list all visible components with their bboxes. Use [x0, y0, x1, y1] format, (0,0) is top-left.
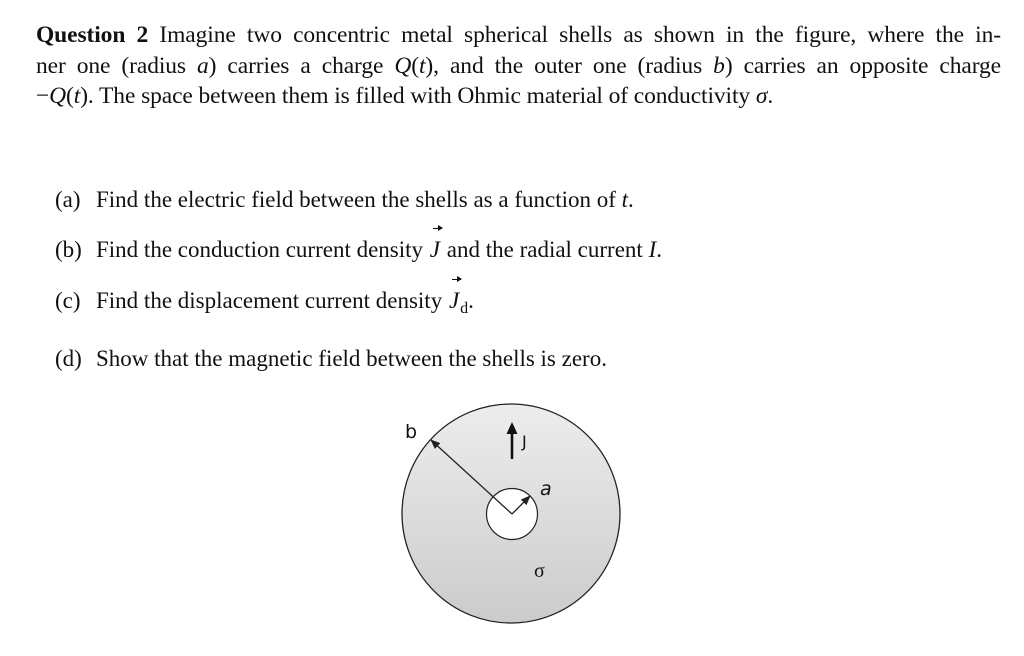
label-sigma: σ	[534, 560, 545, 582]
math-symbol: I	[648, 237, 657, 263]
math-symbol: Q	[394, 52, 412, 79]
text-run: (	[411, 52, 419, 79]
part-text	[96, 175, 634, 225]
shells-diagram	[390, 400, 630, 651]
text-run: .	[468, 287, 474, 313]
text-run: ). The space between them is filled with Ohmic material of conductivity	[80, 83, 756, 109]
part-label: (c)	[55, 287, 81, 313]
text-run: −	[36, 83, 50, 109]
question-title: Question 2	[36, 22, 149, 48]
label-a: a	[540, 478, 552, 500]
math-symbol: b	[713, 52, 725, 79]
text-run: Imagine two concentric metal spherical shells as shown in the figure, where the in-	[159, 22, 1001, 48]
part-label: (b)	[55, 237, 82, 263]
text-run: ), and the outer one (radius	[425, 52, 714, 79]
part-a	[55, 175, 662, 225]
math-symbol: t	[621, 187, 629, 212]
text-run: Find the electric field between the shells as a function of	[96, 187, 622, 212]
intro-line-1-content	[159, 22, 1001, 48]
vector-symbol: J	[448, 276, 460, 326]
question-intro	[36, 20, 1001, 112]
part-b	[55, 225, 662, 275]
part-text	[96, 334, 607, 384]
text-run: Show that the magnetic field between the shells is zero.	[96, 345, 607, 371]
text-run: ) carries a charge	[208, 52, 395, 79]
label-j: J	[522, 432, 527, 451]
text-run: Find the displacement current density	[96, 287, 448, 313]
text-run: ) carries an opposite charge	[724, 52, 1002, 79]
math-symbol: Q	[49, 83, 67, 109]
part-label: (d)	[55, 345, 82, 371]
text-run: .	[767, 83, 774, 109]
label-b: b	[405, 421, 418, 443]
concentric-shells-figure	[390, 400, 630, 651]
math-symbol: t	[73, 83, 81, 109]
part-label: (a)	[55, 187, 81, 212]
question-parts-list	[55, 175, 662, 384]
text-run: .	[656, 237, 662, 263]
math-symbol: a	[197, 52, 209, 79]
math-symbol: t	[418, 52, 426, 79]
text-run: Find the conduction current density	[96, 237, 429, 263]
text-run: and the radial current	[441, 237, 649, 263]
part-text	[96, 276, 474, 334]
text-run: .	[628, 187, 634, 212]
part-c	[55, 276, 662, 334]
intro-line-2	[36, 51, 1001, 82]
vector-symbol: J	[429, 225, 441, 275]
subscript: d	[460, 299, 469, 317]
text-run: (	[66, 83, 74, 109]
intro-line-3	[36, 81, 1001, 112]
math-symbol: σ	[755, 83, 768, 109]
part-text	[96, 225, 662, 275]
part-d	[55, 334, 662, 384]
text-run: ner one (radius	[36, 52, 197, 79]
intro-line-1	[36, 20, 1001, 51]
